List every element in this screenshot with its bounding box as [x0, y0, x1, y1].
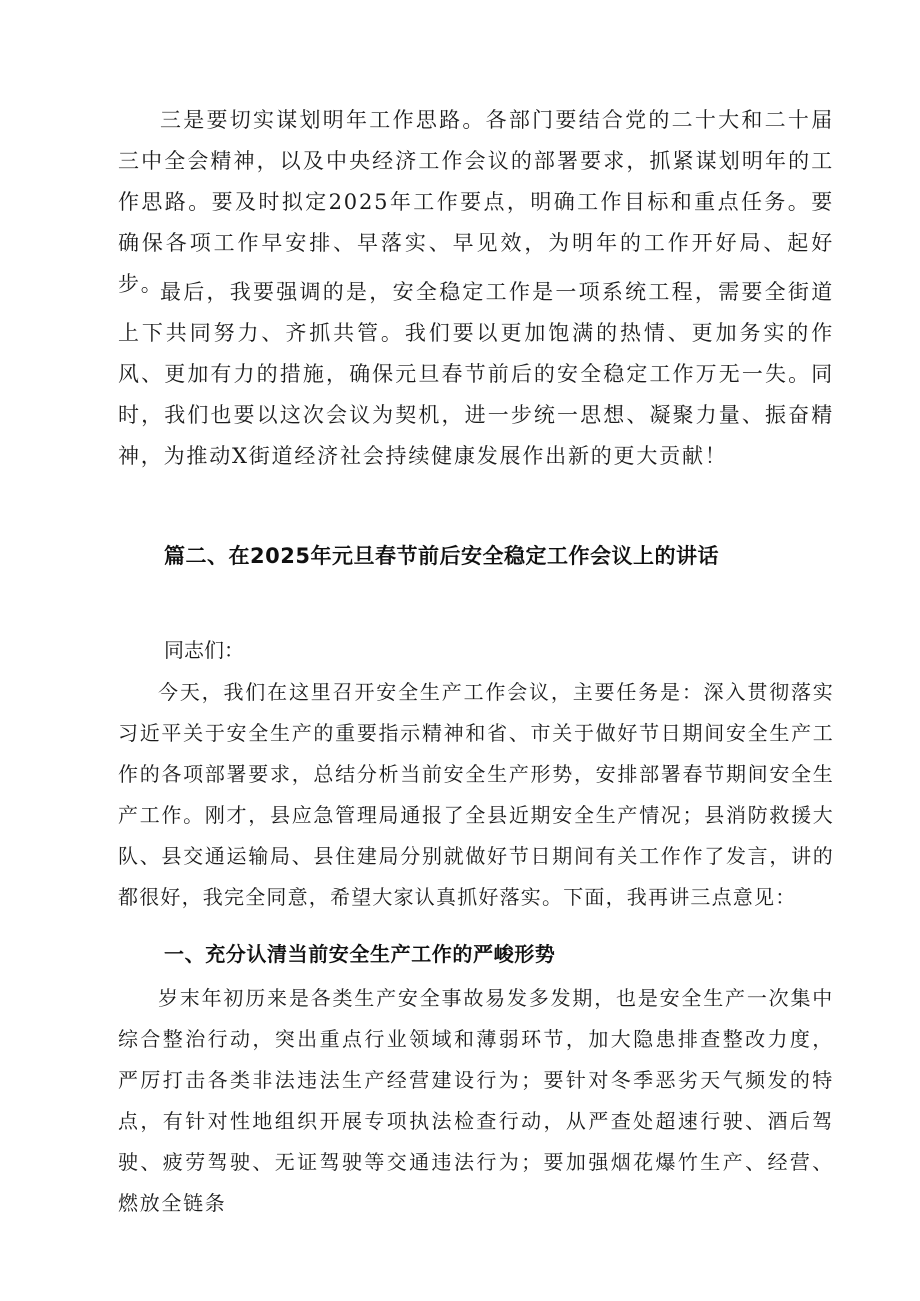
paragraph-closing-emphasis: 最后，我要强调的是，安全稳定工作是一项系统工程，需要全街道上下共同努力、齐抓共管。我们要以更加饱满的热情、更加务实的作风、更加有力的措施，确保元旦春节前后的安全稳定工作万无一失。同时，我们也要以这次会议为契机，进一步统一思想、凝聚力量、振奋精神，为推动X街道经济社会持续健康发展作出新的更大贡献！: [118, 280, 834, 468]
heading-point-one: 一、充分认清当前安全生产工作的严峻形势: [164, 942, 556, 966]
greeting: 同志们：: [164, 638, 244, 662]
section-title: 篇二、在2025年元旦春节前后安全稳定工作会议上的讲话: [164, 544, 719, 568]
paragraph-work-plan: 三是要切实谋划明年工作思路。各部门要结合党的二十大和二十届三中全会精神，以及中央经济工作会议的部署要求，抓紧谋划明年的工作思路。要及时拟定2025年工作要点，明确工作目标和重点任务。要确保各项工作早安排、早落实、早见效，为明年的工作开好局、起好步。: [118, 108, 834, 296]
paragraph-safety-situation: 岁末年初历来是各类生产安全事故易发多发期，也是安全生产一次集中综合整治行动，突出重点行业领域和薄弱环节，加大隐患排查整改力度，严厉打击各类非法违法生产经营建设行为；要针对冬季恶劣天气频发的特点，有针对性地组织开展专项执法检查行动，从严查处超速行驶、酒后驾驶、疲劳驾驶、无证驾驶等交通违法行为；要加强烟花爆竹生产、经营、燃放全链条: [118, 986, 834, 1215]
paragraph-meeting-intro: 今天，我们在这里召开安全生产工作会议，主要任务是：深入贯彻落实习近平关于安全生产的重要指示精神和省、市关于做好节日期间安全生产工作的各项部署要求，总结分析当前安全生产形势，安排部署春节期间安全生产工作。刚才，县应急管理局通报了全县近期安全生产情况；县消防救援大队、县交通运输局、县住建局分别就做好节日期间有关工作作了发言，讲的都很好，我完全同意，希望大家认真抓好落实。下面，我再讲三点意见：: [118, 680, 834, 909]
